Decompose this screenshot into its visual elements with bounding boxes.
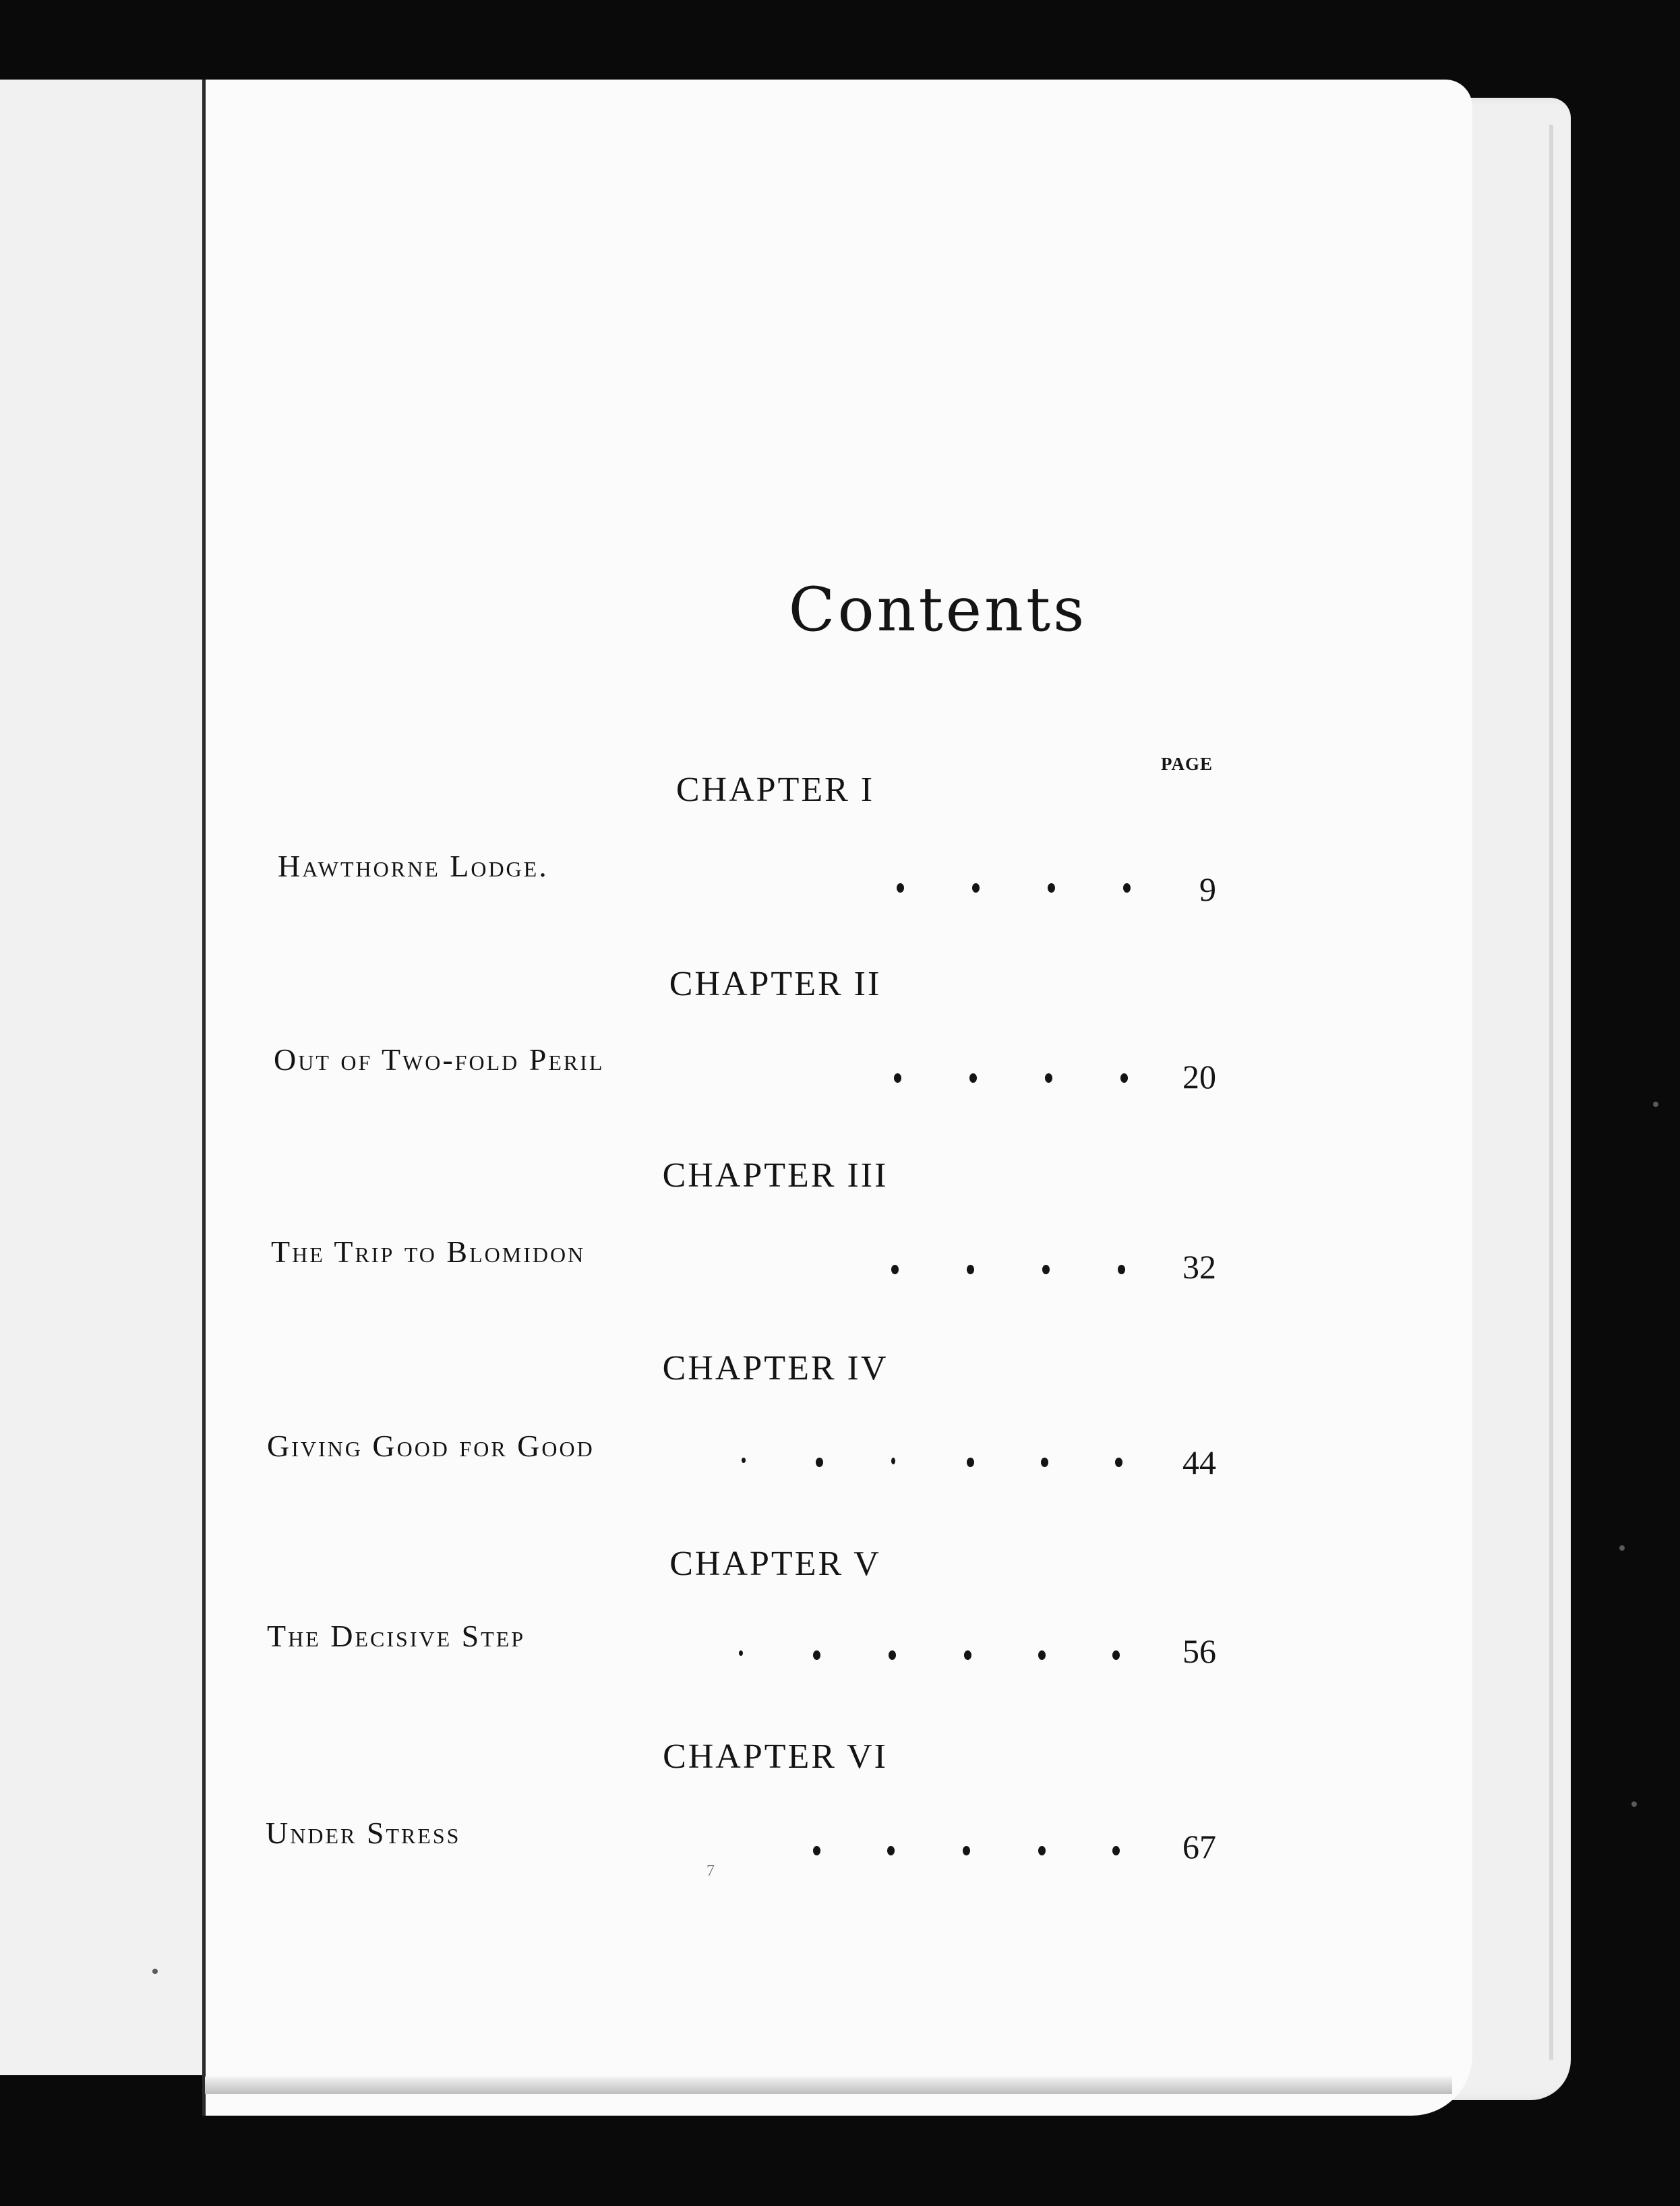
chapter-title: Giving Good for Good <box>267 1429 595 1463</box>
contents-page <box>205 80 1472 2116</box>
chapter-title: Hawthorne Lodge. <box>278 849 549 883</box>
page-column-label: PAGE <box>1161 754 1213 774</box>
folio-number: 7 <box>707 1862 715 1880</box>
dot-leader <box>739 1650 1116 1664</box>
page-number: 56 <box>1182 1632 1216 1670</box>
chapter-heading: CHAPTER V <box>669 1545 881 1583</box>
chapter-title: The Decisive Step <box>267 1619 526 1653</box>
scan-speck <box>1619 1545 1625 1551</box>
left-page-edge <box>0 80 205 2075</box>
page-number: 9 <box>1199 870 1216 908</box>
chapter-title: The Trip to Blomidon <box>271 1234 586 1269</box>
page-number: 20 <box>1182 1058 1216 1096</box>
chapter-heading: CHAPTER I <box>676 771 875 809</box>
page-number: 67 <box>1182 1828 1216 1866</box>
page-number: 32 <box>1182 1248 1216 1286</box>
scan-speck <box>1653 1102 1658 1107</box>
scan-speck <box>152 1969 158 1974</box>
dot-leader <box>742 1458 1119 1471</box>
dot-leader <box>897 883 1139 897</box>
dot-leader <box>813 1846 1123 1859</box>
chapter-title: Under Stress <box>266 1816 461 1850</box>
page-bottom-shadow <box>205 2077 1452 2094</box>
gutter-fold <box>202 80 206 2116</box>
contents-title: Contents <box>788 574 1087 645</box>
page-number: 44 <box>1182 1443 1216 1481</box>
chapter-heading: CHAPTER IV <box>662 1349 889 1388</box>
chapter-heading: CHAPTER II <box>669 965 882 1003</box>
chapter-heading: CHAPTER VI <box>663 1737 888 1776</box>
dot-leader <box>894 1073 1137 1087</box>
scan-speck <box>1631 1801 1637 1807</box>
dot-leader <box>891 1265 1134 1278</box>
chapter-heading: CHAPTER III <box>662 1156 889 1195</box>
chapter-title: Out of Two-fold Peril <box>274 1042 605 1077</box>
